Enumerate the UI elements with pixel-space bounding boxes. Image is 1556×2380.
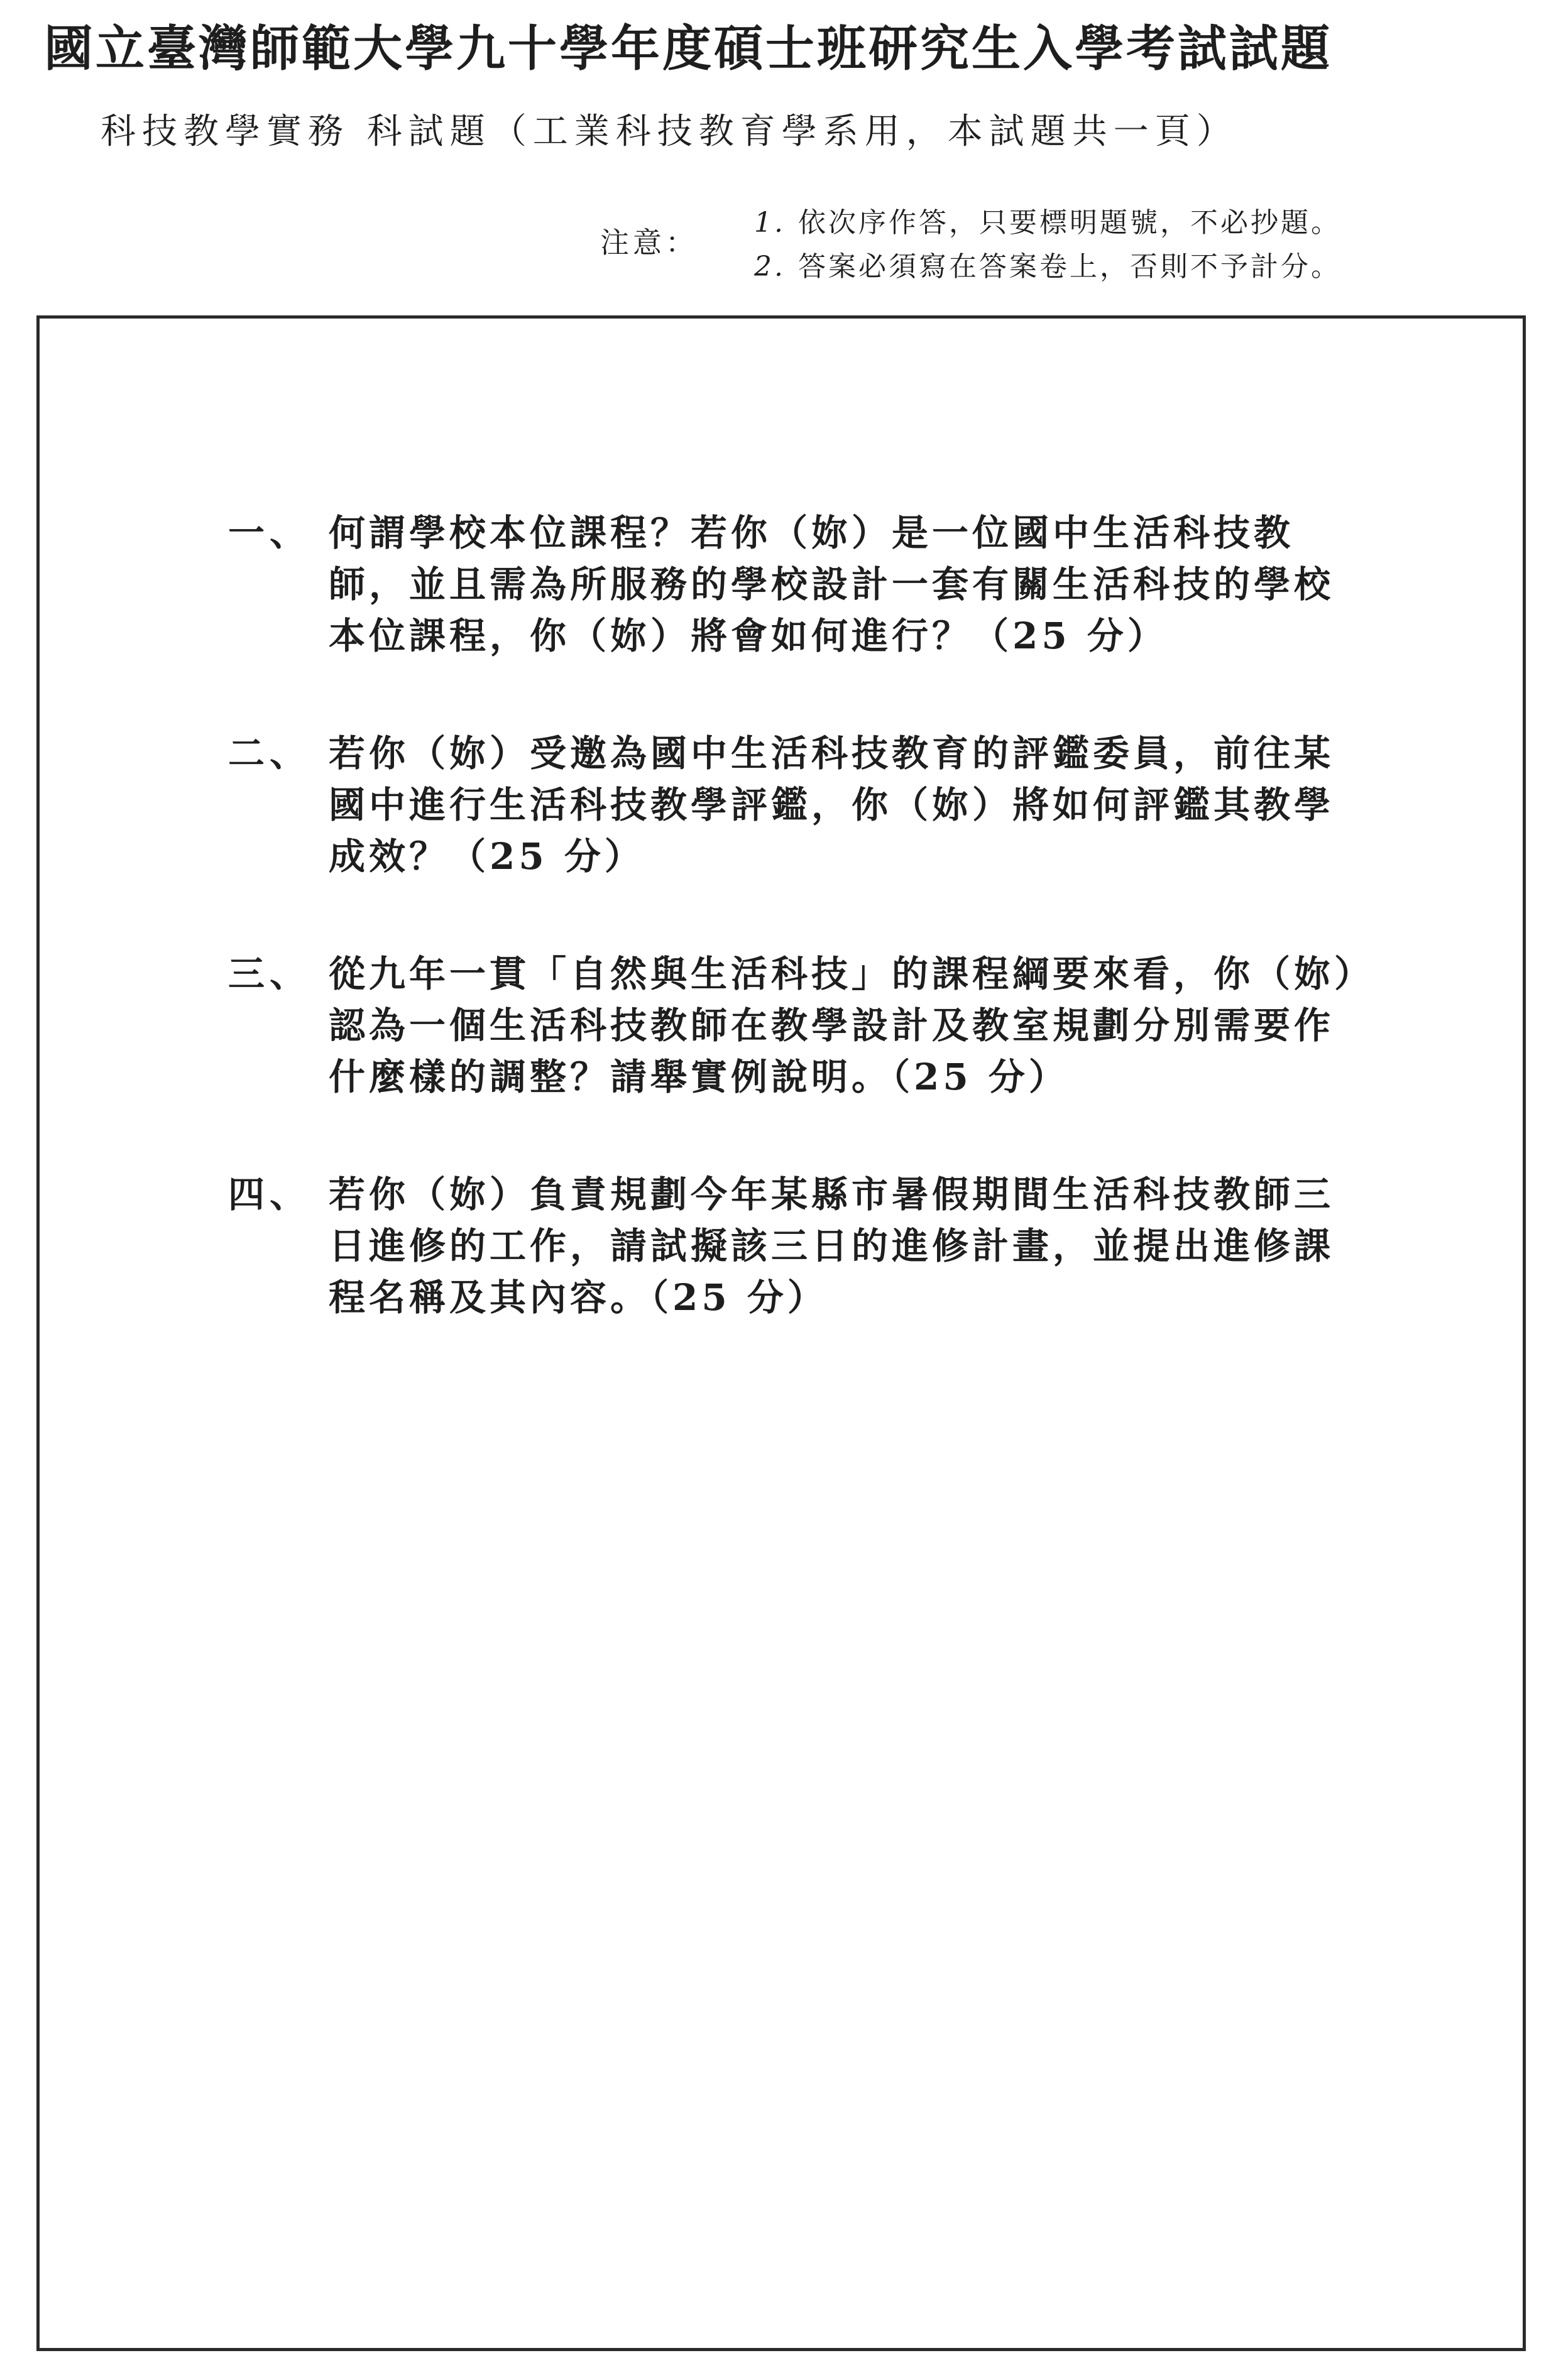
question-list — [228, 507, 1378, 1389]
answer-frame — [36, 315, 1526, 2351]
question-text: 若你（妳）負責規劃今年某縣市暑假期間生活科技教師三日進修的工作，請試擬該三日的進修計畫，並提出進修課程名稱及其內容。（25 分） — [329, 1173, 1335, 1319]
question-text: 從九年一貫「自然與生活科技」的課程綱要來看，你（妳）認為一個生活科技教師在教學設計及教室規劃分別需要作什麼樣的調整？請舉實例說明。（25 分） — [329, 953, 1357, 1098]
question-number: 一、 — [228, 511, 312, 554]
question-number: 四、 — [228, 1173, 312, 1216]
notice-block — [600, 201, 1511, 295]
notice-item-number: 2. — [754, 251, 786, 283]
notice-item-text: 答案必須寫在答案卷上，否則不予計分。 — [798, 251, 1341, 283]
question-item — [228, 507, 1378, 662]
exam-subtitle: 科技教學實務 科試題（工業科技教育學系用，本試題共一頁） — [101, 111, 1238, 152]
question-item — [228, 948, 1378, 1103]
exam-title: 國立臺灣師範大學九十學年度碩士班研究生入學考試試題 — [44, 20, 1333, 77]
notice-item-number: 1. — [754, 207, 786, 239]
question-number: 二、 — [228, 732, 312, 775]
notice-item — [754, 245, 1341, 289]
notice-list — [754, 201, 1341, 289]
question-item — [228, 1169, 1378, 1323]
notice-item — [754, 201, 1341, 245]
question-item — [228, 728, 1378, 882]
question-text: 何謂學校本位課程？若你（妳）是一位國中生活科技教師，並且需為所服務的學校設計一套有關生活科技的學校本位課程，你（妳）將會如何進行？（25 分） — [329, 511, 1335, 657]
notice-label: 注意： — [600, 226, 698, 259]
notice-item-text: 依次序作答，只要標明題號，不必抄題。 — [798, 207, 1341, 239]
question-text: 若你（妳）受邀為國中生活科技教育的評鑑委員，前往某國中進行生活科技教學評鑑，你（妳）將如何評鑑其教學成效？（25 分） — [329, 732, 1335, 878]
question-number: 三、 — [228, 953, 312, 995]
